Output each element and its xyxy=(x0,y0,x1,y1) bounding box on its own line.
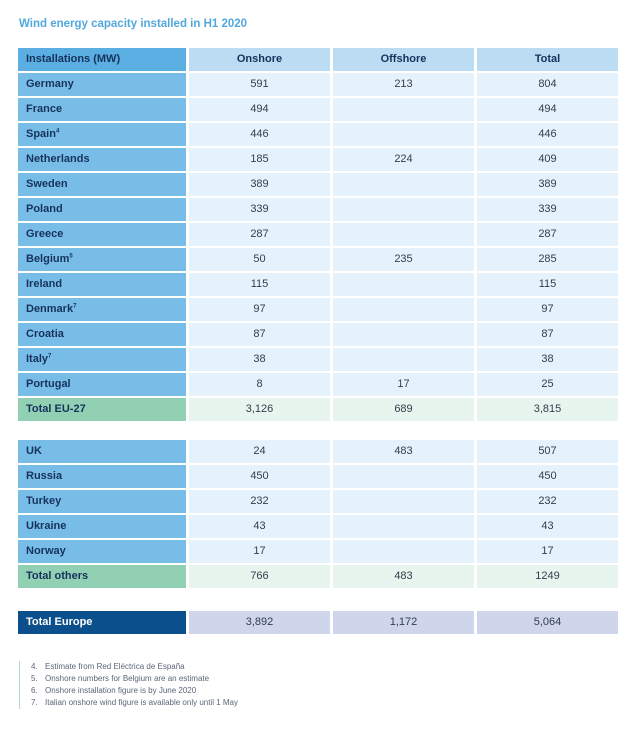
total-value: 409 xyxy=(477,148,618,171)
offshore-value xyxy=(333,540,474,563)
table-row xyxy=(18,98,618,121)
onshore-value: 591 xyxy=(189,73,330,96)
onshore-value: 494 xyxy=(189,98,330,121)
total-value: 25 xyxy=(477,373,618,396)
offshore-value: 483 xyxy=(333,565,474,588)
onshore-value: 17 xyxy=(189,540,330,563)
onshore-value: 3,892 xyxy=(189,611,330,634)
country-label xyxy=(18,440,186,463)
country-name: Greece xyxy=(26,228,64,240)
table-row xyxy=(18,298,618,321)
header-installations: Installations (MW) xyxy=(18,48,186,71)
header-offshore: Offshore xyxy=(333,48,474,71)
country-name: Ukraine xyxy=(26,520,67,532)
table-row xyxy=(18,515,618,538)
country-name: UK xyxy=(26,445,42,457)
country-name: Croatia xyxy=(26,328,64,340)
offshore-value xyxy=(333,173,474,196)
footnote-marker: 7 xyxy=(48,353,52,360)
table-row xyxy=(18,490,618,513)
footnote-item xyxy=(31,661,238,673)
onshore-value: 3,126 xyxy=(189,398,330,421)
header-onshore: Onshore xyxy=(189,48,330,71)
country-label xyxy=(18,73,186,96)
offshore-value xyxy=(333,98,474,121)
onshore-value: 450 xyxy=(189,465,330,488)
offshore-value xyxy=(333,348,474,371)
onshore-value: 24 xyxy=(189,440,330,463)
onshore-value: 97 xyxy=(189,298,330,321)
row-label: Total Europe xyxy=(18,611,186,634)
onshore-value: 87 xyxy=(189,323,330,346)
total-value: 43 xyxy=(477,515,618,538)
total-value: 446 xyxy=(477,123,618,146)
total-value: 804 xyxy=(477,73,618,96)
row-label: Total EU-27 xyxy=(18,398,186,421)
table-row xyxy=(18,248,618,271)
total-europe-row xyxy=(18,611,618,634)
total-value: 507 xyxy=(477,440,618,463)
table-row xyxy=(18,348,618,371)
country-label xyxy=(18,173,186,196)
table-row xyxy=(18,123,618,146)
offshore-value: 17 xyxy=(333,373,474,396)
table-row xyxy=(18,73,618,96)
offshore-value xyxy=(333,123,474,146)
country-name: Belgium xyxy=(26,253,70,265)
footnote-text: Onshore numbers for Belgium are an estimate xyxy=(45,674,210,683)
total-value: 115 xyxy=(477,273,618,296)
country-label xyxy=(18,348,186,371)
total-value: 494 xyxy=(477,98,618,121)
total-value: 285 xyxy=(477,248,618,271)
table-row xyxy=(18,323,618,346)
eu-table xyxy=(18,48,618,423)
offshore-value xyxy=(333,273,474,296)
table-row xyxy=(18,373,618,396)
offshore-value xyxy=(333,515,474,538)
country-name: Denmark xyxy=(26,303,74,315)
country-name: Italy xyxy=(26,353,49,365)
total-others-row xyxy=(18,565,618,588)
onshore-value: 766 xyxy=(189,565,330,588)
offshore-value xyxy=(333,323,474,346)
total-value: 3,815 xyxy=(477,398,618,421)
onshore-value: 8 xyxy=(189,373,330,396)
country-name: France xyxy=(26,103,63,115)
total-value: 450 xyxy=(477,465,618,488)
country-name: Spain xyxy=(26,128,56,140)
country-name: Sweden xyxy=(26,178,68,190)
others-table xyxy=(18,440,618,590)
onshore-value: 185 xyxy=(189,148,330,171)
total-value: 287 xyxy=(477,223,618,246)
onshore-value: 232 xyxy=(189,490,330,513)
footnotes xyxy=(19,661,238,709)
offshore-value: 689 xyxy=(333,398,474,421)
country-label xyxy=(18,148,186,171)
offshore-value: 235 xyxy=(333,248,474,271)
offshore-value xyxy=(333,223,474,246)
footnote-number: 6. xyxy=(31,686,38,695)
page-title: Wind energy capacity installed in H1 2020 xyxy=(19,18,248,30)
offshore-value xyxy=(333,298,474,321)
header-total: Total xyxy=(477,48,618,71)
country-name: Portugal xyxy=(26,378,71,390)
table-row xyxy=(18,440,618,463)
country-label xyxy=(18,465,186,488)
footnote-marker: 5 xyxy=(69,253,73,260)
total-value: 87 xyxy=(477,323,618,346)
country-name: Netherlands xyxy=(26,153,90,165)
onshore-value: 339 xyxy=(189,198,330,221)
country-name: Turkey xyxy=(26,495,62,507)
table-row xyxy=(18,273,618,296)
footnote-text: Estimate from Red Eléctrica de España xyxy=(45,662,185,671)
country-label xyxy=(18,298,186,321)
footnote-marker: 4 xyxy=(55,128,60,135)
country-label xyxy=(18,515,186,538)
total-value: 97 xyxy=(477,298,618,321)
table-row xyxy=(18,148,618,171)
total-value: 5,064 xyxy=(477,611,618,634)
footnote-number: 4. xyxy=(31,662,38,671)
onshore-value: 43 xyxy=(189,515,330,538)
offshore-value: 483 xyxy=(333,440,474,463)
country-label xyxy=(18,198,186,221)
footnote-text: Onshore installation figure is by June 2020 xyxy=(45,686,197,695)
country-label xyxy=(18,540,186,563)
footnote-text: Italian onshore wind figure is available only until 1 May xyxy=(45,698,238,707)
offshore-value xyxy=(333,465,474,488)
table-row xyxy=(18,198,618,221)
footnote-marker: 7 xyxy=(73,303,77,310)
country-label xyxy=(18,273,186,296)
country-label xyxy=(18,490,186,513)
country-name: Ireland xyxy=(26,278,63,290)
onshore-value: 287 xyxy=(189,223,330,246)
offshore-value xyxy=(333,490,474,513)
onshore-value: 38 xyxy=(189,348,330,371)
row-label: Total others xyxy=(18,565,186,588)
country-label xyxy=(18,248,186,271)
table-row xyxy=(18,173,618,196)
total-value: 38 xyxy=(477,348,618,371)
table-header-row xyxy=(18,48,618,71)
onshore-value: 389 xyxy=(189,173,330,196)
country-label xyxy=(18,373,186,396)
footnote-number: 5. xyxy=(31,674,38,683)
onshore-value: 50 xyxy=(189,248,330,271)
offshore-value: 1,172 xyxy=(333,611,474,634)
country-label xyxy=(18,98,186,121)
country-label xyxy=(18,323,186,346)
offshore-value xyxy=(333,198,474,221)
total-value: 17 xyxy=(477,540,618,563)
table-row xyxy=(18,540,618,563)
offshore-value: 213 xyxy=(333,73,474,96)
table-row xyxy=(18,465,618,488)
country-name: Russia xyxy=(26,470,63,482)
total-value: 1249 xyxy=(477,565,618,588)
table-row xyxy=(18,223,618,246)
country-label xyxy=(18,123,186,146)
onshore-value: 446 xyxy=(189,123,330,146)
footnote-item xyxy=(31,673,238,685)
footnote-item xyxy=(31,697,238,709)
country-name: Norway xyxy=(26,545,66,557)
onshore-value: 115 xyxy=(189,273,330,296)
total-eu-row xyxy=(18,398,618,421)
offshore-value: 224 xyxy=(333,148,474,171)
footnote-item xyxy=(31,685,238,697)
country-label xyxy=(18,223,186,246)
total-value: 339 xyxy=(477,198,618,221)
total-value: 389 xyxy=(477,173,618,196)
footnote-number: 7. xyxy=(31,698,38,707)
country-name: Poland xyxy=(26,203,63,215)
total-value: 232 xyxy=(477,490,618,513)
europe-total-table xyxy=(18,611,618,636)
country-name: Germany xyxy=(26,78,74,90)
